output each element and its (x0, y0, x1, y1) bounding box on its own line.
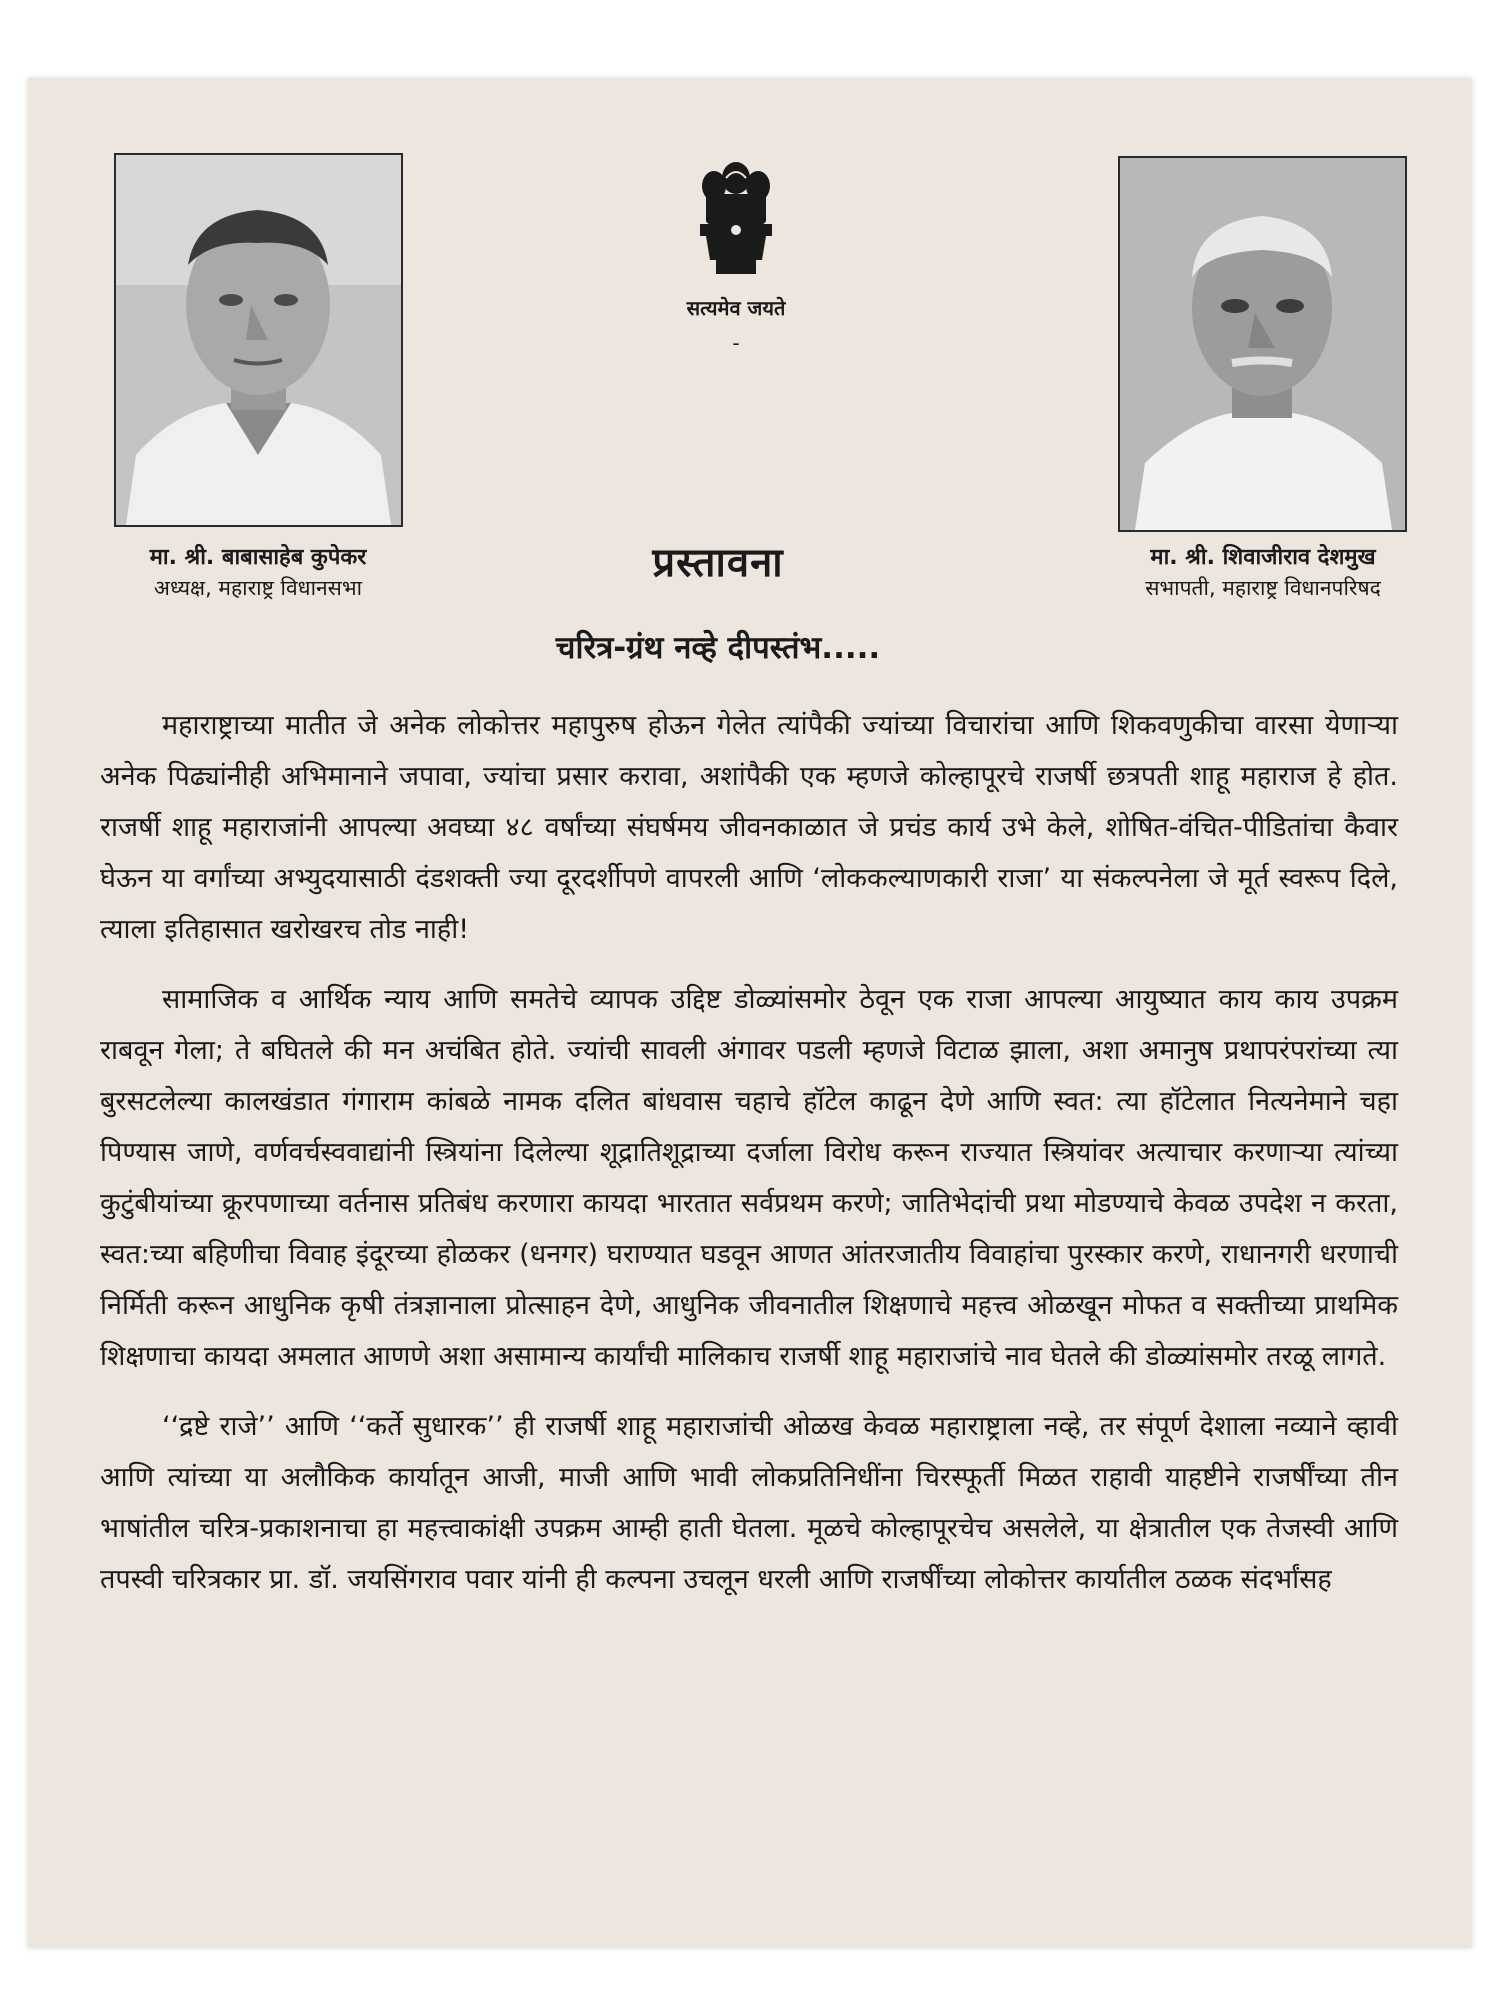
body-text (100, 700, 1398, 1624)
portrait-photo-right (1118, 156, 1407, 532)
emblem-block (656, 156, 816, 355)
caption-right-title: सभापती, महाराष्ट्र विधानपरिषद (1145, 576, 1381, 600)
caption-left-title: अध्यक्ष, महाराष्ट्र विधानसभा (153, 576, 363, 600)
page-heading: प्रस्तावना (652, 540, 784, 586)
paragraph: महाराष्ट्राच्या मातीत जे अनेक लोकोत्तर महापुरुष होऊन गेलेत त्यांपैकी ज्यांच्या विचारांचा आणि शिकवणुकीचा वारसा येणाऱ्या अनेक पिढ्यांनीही अभिमानाने जपावा, ज्यांचा प्रसार करावा, अशांपैकी एक म्हणजे कोल्हापूरचे राजर्षी छत्रपती शाहू महाराज हे होत. राजर्षी शाहू महाराजांनी आपल्या अवघ्या ४८ वर्षांच्या संघर्षमय जीवनकाळात जे प्रचंड कार्य उभे केले, शोषित-वंचित-पीडितांचा कैवार घेऊन या वर्गांच्या अभ्युदयासाठी दंडशक्ती ज्या दूरदर्शीपणे वापरली आणि ‘लोककल्याणकारी राजा’ या संकल्पनेला जे मूर्त स्वरूप दिले, त्याला इतिहासात खरोखरच तोड नाही! (100, 710, 1398, 945)
book-page (28, 78, 1472, 1948)
portrait-photo-left (114, 153, 403, 527)
portrait-left-image (116, 155, 401, 525)
caption-right (1098, 543, 1428, 603)
paragraph: सामाजिक व आर्थिक न्याय आणि समतेचे व्यापक उद्दिष्ट डोळ्यांसमोर ठेवून एक राजा आपल्या आयुष्यात काय काय उपक्रम राबवून गेला; ते बघितले की मन अचंबित होते. ज्यांची सावली अंगावर पडली म्हणजे विटाळ झाला, अशा अमानुष प्रथापरंपरांच्या त्या बुरसटलेल्या कालखंडात गंगाराम कांबळे नामक दलित बांधवास चहाचे हॉटेल काढून देणे आणि स्वत: त्या हॉटेलात नित्यनेमाने चहा पिण्यास जाणे, वर्णवर्चस्ववाद्यांनी स्त्रियांना दिलेल्या शूद्रातिशूद्राच्या दर्जाला विरोध करून राज्यात स्त्रियांवर अत्याचार करणाऱ्या त्यांच्या कुटुंबीयांच्या क्रूरपणाच्या वर्तनास प्रतिबंध करणारा कायदा भारतात सर्वप्रथम करणे; जातिभेदांची प्रथा मोडण्याचे केवळ उपदेश न करता, स्वत:च्या बहिणीचा विवाह इंदूरच्या होळकर (धनगर) घराण्यात घडवून आणत आंतरजातीय विवाहांचा पुरस्कार करणे, राधानगरी धरणाची निर्मिती करून आधुनिक कृषी तंत्रज्ञानाला प्रोत्साहन देणे, आधुनिक जीवनातील शिक्षणाचे महत्त्व ओळखून मोफत व सक्तीच्या प्राथमिक शिक्षणाचा कायदा अमलात आणणे अशा असामान्य कार्यांची मालिकाच राजर्षी शाहू महाराजांचे नाव घेतले की डोळ्यांसमोर तरळू लागते. (100, 984, 1398, 1372)
emblem-mark: - (732, 331, 740, 355)
national-emblem-icon (686, 156, 786, 286)
page-subheading: चरित्र-ग्रंथ नव्हे दीपस्तंभ..... (555, 630, 881, 666)
caption-right-name: मा. श्री. शिवाजीराव देशमुख (1150, 545, 1376, 570)
caption-left (108, 543, 408, 603)
portrait-right-image (1120, 158, 1405, 530)
caption-left-name: मा. श्री. बाबासाहेब कुपेकर (149, 545, 367, 570)
emblem-motto: सत्यमेव जयते (686, 296, 786, 320)
paragraph: ‘‘द्रष्टे राजे’’ आणि ‘‘कर्ते सुधारक’’ ही राजर्षी शाहू महाराजांची ओळख केवळ महाराष्ट्राला नव्हे, तर संपूर्ण देशाला नव्याने व्हावी आणि त्यांच्या या अलौकिक कार्यातून आजी, माजी आणि भावी लोकप्रतिनिधींना चिरस्फूर्ती मिळत राहावी याहष्टीने राजर्षींच्या तीन भाषांतील चरित्र-प्रकाशनाचा हा महत्त्वाकांक्षी उपक्रम आम्ही हाती घेतला. मूळचे कोल्हापूरचेच असलेले, या क्षेत्रातील एक तेजस्वी आणि तपस्वी चरित्रकार प्रा. डॉ. जयसिंगराव पवार यांनी ही कल्पना उचलून धरली आणि राजर्षींच्या लोकोत्तर कार्यातील ठळक संदर्भांसह (100, 1411, 1398, 1595)
